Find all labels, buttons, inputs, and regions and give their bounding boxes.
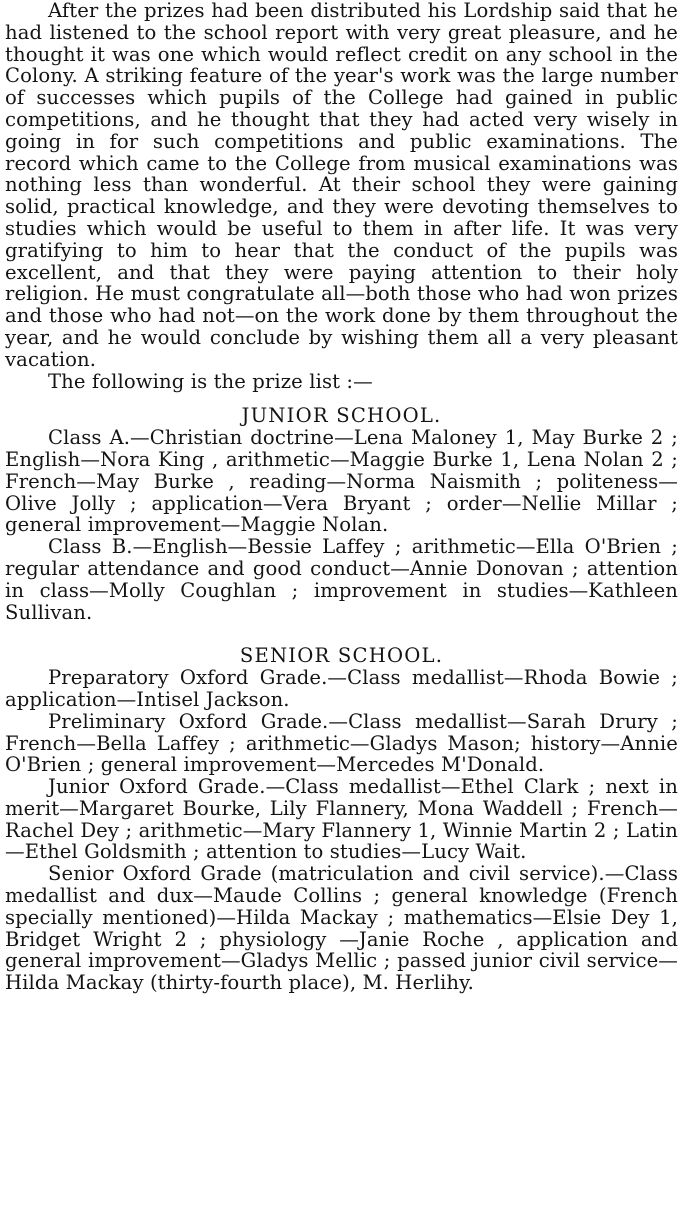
newspaper-column — [5, 0, 678, 994]
senior-preparatory: Preparatory Oxford Grade.—Class medallist—Rhoda Bowie ; application—Intisel Jackson. — [5, 666, 678, 711]
junior-school-heading: JUNIOR SCHOOL. — [241, 404, 442, 428]
spacer — [5, 623, 678, 645]
senior-junior-oxford: Junior Oxford Grade.—Class medallist—Ethel Clark ; next in merit—Margaret Bourke, Lily Flannery, Mona Waddell ; French—Rachel Dey ; arithmetic—Mary Flannery 1, Winnie Martin 2 ; Latin—Ethel Goldsmith ; attention to studies—Lucy Wait. — [5, 775, 678, 864]
prize-list-intro: The following is the prize list :— — [48, 369, 373, 393]
junior-class-b: Class B.—English—Bessie Laffey ; arithmetic—Ella O'Brien ; regular attendance and good conduct—Annie Donovan ; attention in class—Molly Coughlan ; improvement in studies—Kathleen Sullivan. — [5, 535, 678, 624]
senior-senior-oxford: Senior Oxford Grade (matriculation and civil service).—Class medallist and dux—Maude Collins ; general knowledge (French specially mentioned)—Hilda Mackay ; mathematics—Elsie Dey 1, Bridget Wright 2 ; physiology —Janie Roche , application and general improvement—Gladys Mellic ; passed junior civil service—Hilda Mackay (thirty-fourth place), M. Herlihy. — [5, 862, 678, 995]
speech-paragraph: After the prizes had been distributed his Lordship said that he had listened to the school report with very great pleasure, and he thought it was one which would reflect credit on any school in the Colony. A striking feature of the year's work was the large number of successes which pupils of the College had gained in public competitions, and he thought that they had acted very wisely in going in for such competitions and public examinations. The record which came to the College from musical examinations was nothing less than wonderful. At their school they were gaining solid, practical knowledge, and they were devoting themselves to studies which would be useful to them in after life. It was very gratifying to him to hear that the conduct of the pupils was excellent, and that they were paying attention to their holy religion. He must congratulate all—both those who had won prizes and those who had not—on the work done by them throughout the year, and he would conclude by wishing them all a very pleasant vacation. — [5, 0, 678, 371]
junior-class-a: Class A.—Christian doctrine—Lena Maloney 1, May Burke 2 ; English—Nora King , arithmetic—Maggie Burke 1, Lena Nolan 2 ; French—May Burke , reading—Norma Naismith ; politeness—Olive Jolly ; application—Vera Bryant ; order—Nellie Millar ; general improvement—Maggie Nolan. — [5, 426, 678, 537]
senior-school-heading: SENIOR SCHOOL. — [239, 644, 444, 668]
senior-preliminary: Preliminary Oxford Grade.—Class medallist—Sarah Drury ; French—Bella Laffey ; arithmetic—Gladys Mason; history—Annie O'Brien ; general improvement—Mercedes M'Donald. — [5, 709, 678, 777]
